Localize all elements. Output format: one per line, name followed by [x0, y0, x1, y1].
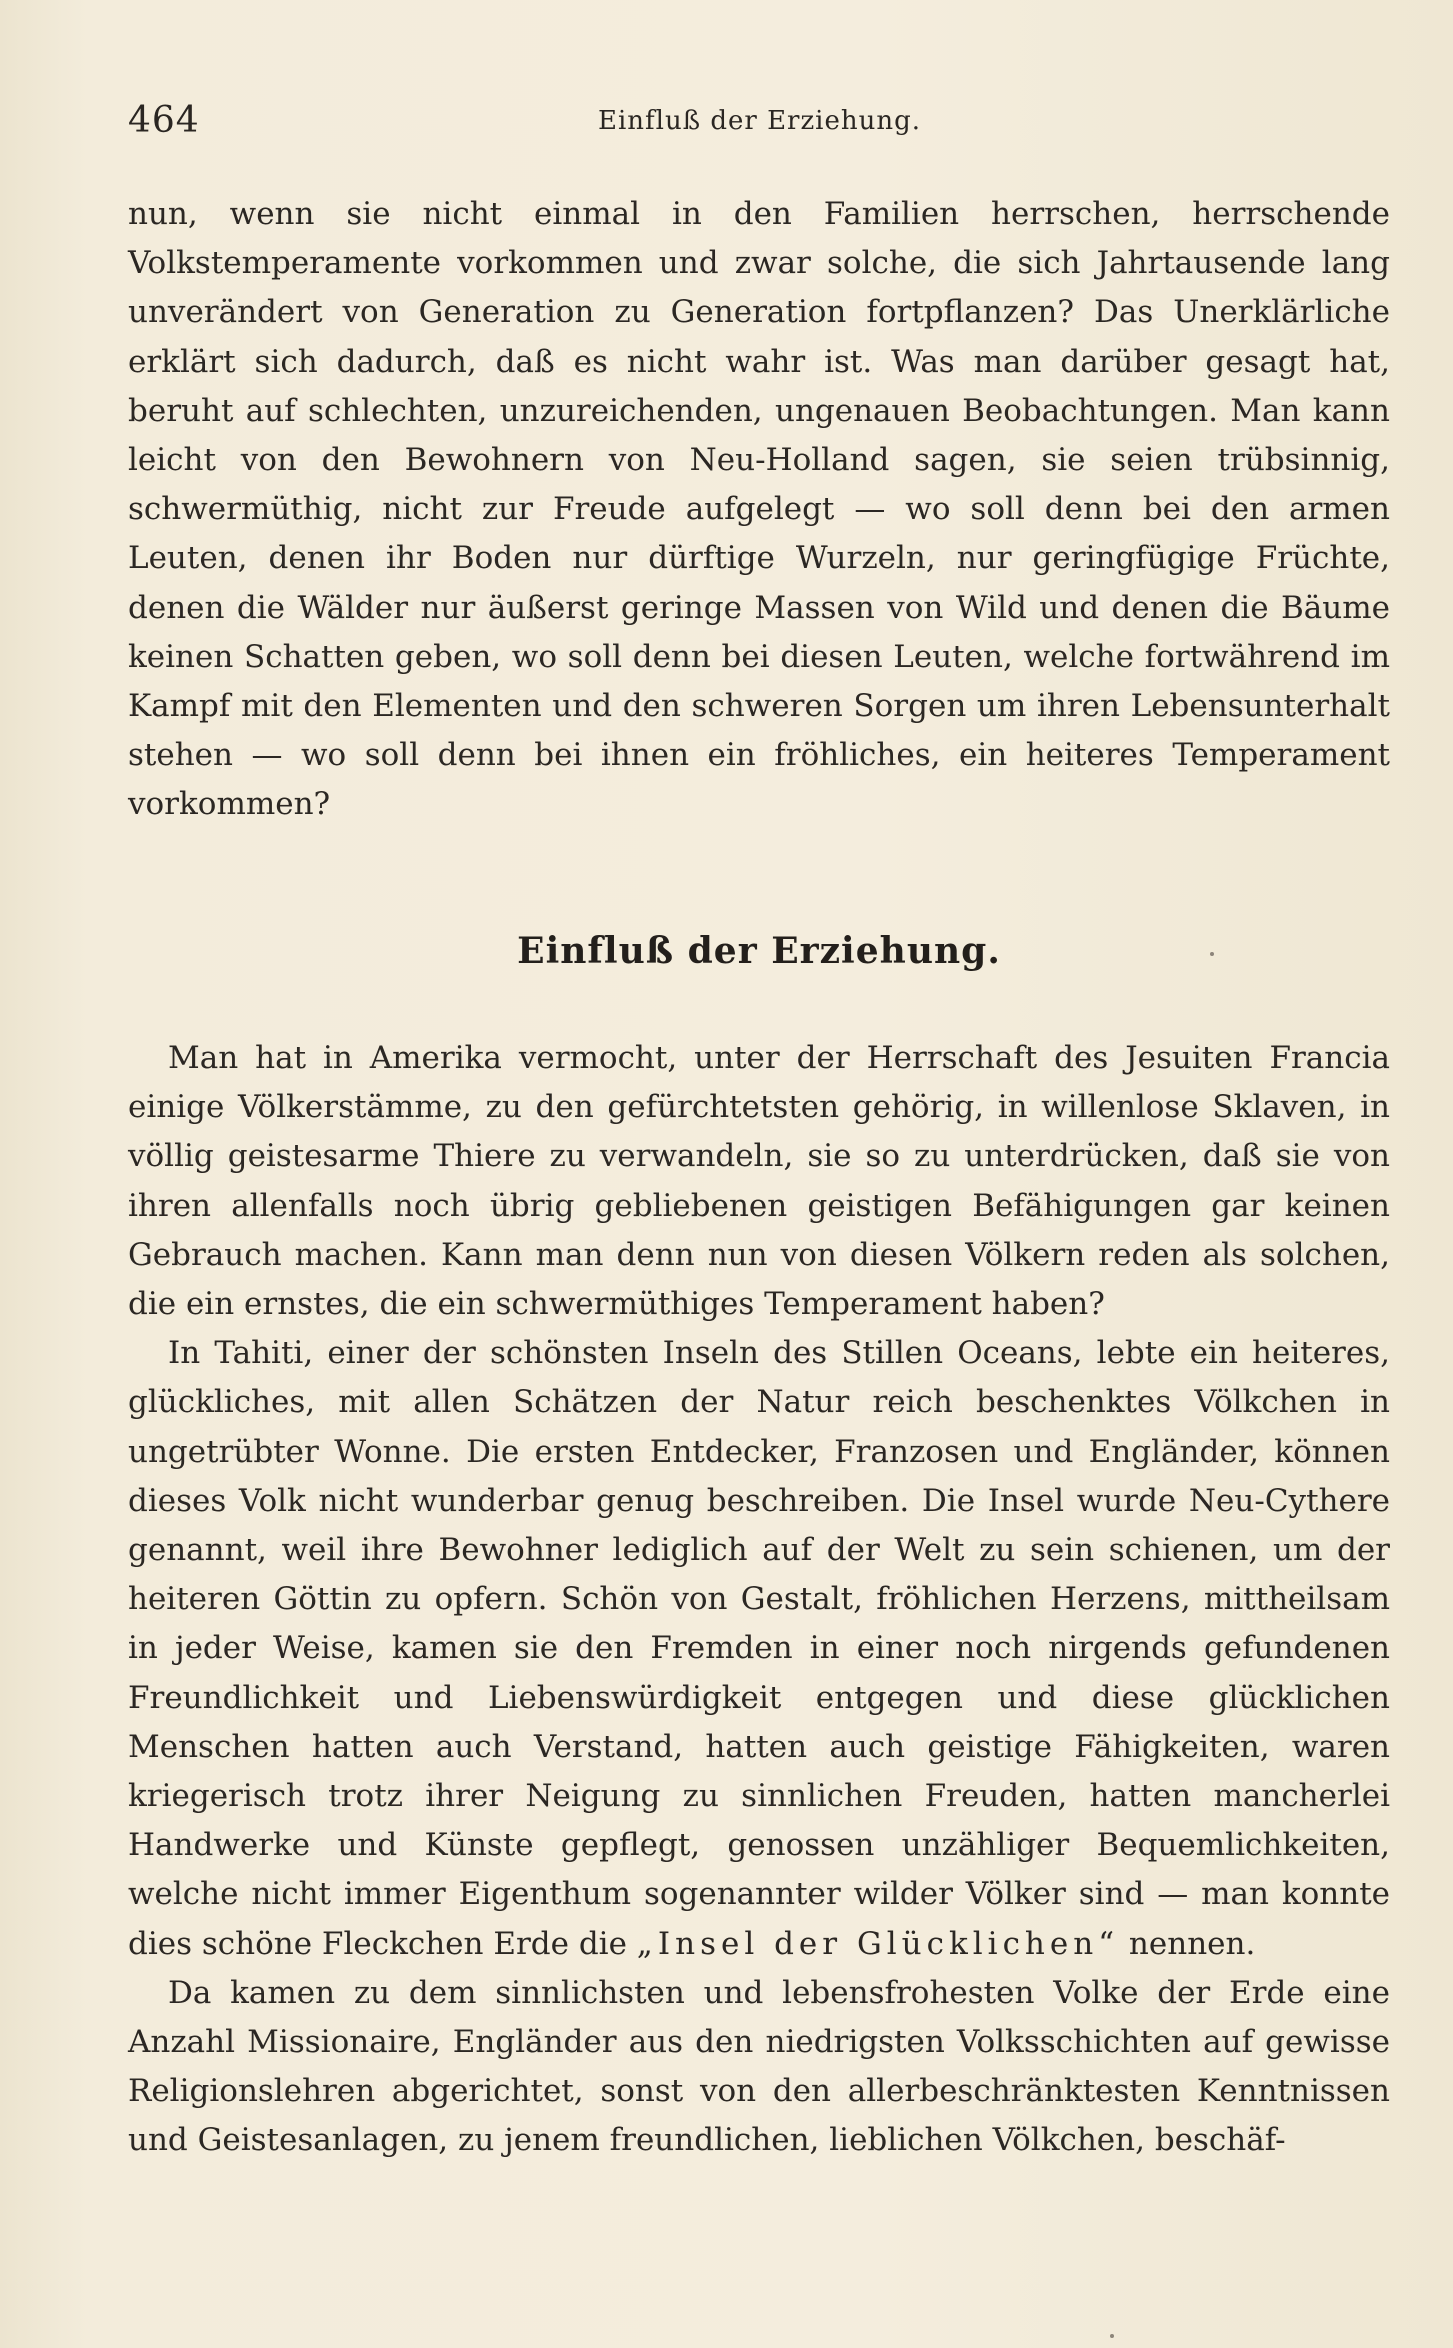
text-block-section: [128, 1034, 1390, 2166]
paragraph-tahiti: [128, 1329, 1390, 1969]
paragraph-francia: Man hat in Amerika vermocht, unter der Herrschaft des Jesuiten Francia einige Völkerstämme, zu den gefürchtetsten gehörig, in willenlose Sklaven, in völlig geistesarme Thiere zu verwandeln, sie so zu unterdrücken, daß sie von ihren allenfalls noch übrig gebliebenen geistigen Befähigungen gar keinen Gebrauch machen. Kann man denn nun von diesen Völkern reden als solchen, die ein ernstes, die ein schwermüthiges Temperament haben?: [128, 1040, 1390, 1323]
paragraph-tahiti-end: nennen.: [1119, 1925, 1256, 1962]
page-number: 464: [128, 100, 200, 141]
text-block-top: [128, 190, 1390, 830]
paper-speck: [1210, 952, 1214, 956]
running-head: Einfluß der Erziehung.: [598, 106, 922, 136]
paragraph-continuation: nun, wenn sie nicht einmal in den Familien herrschen, herrschende Volkstemperamente vorkommen und zwar solche, die sich Jahrtausende lang unverändert von Generation zu Generation fortpflanzen? Das Unerklärliche erklärt sich dadurch, daß es nicht wahr ist. Was man darüber gesagt hat, beruht auf schlechten, unzureichenden, ungenauen Beobachtungen. Man kann leicht von den Bewohnern von Neu-Holland sagen, sie seien trübsinnig, schwermüthig, nicht zur Freude aufgelegt — wo soll denn bei den armen Leuten, denen ihr Boden nur dürftige Wurzeln, nur geringfügige Früchte, denen die Wälder nur äußerst geringe Massen von Wild und denen die Bäume keinen Schatten geben, wo soll denn bei diesen Leuten, welche fortwährend im Kampf mit den Elementen und den schweren Sorgen um ihren Lebensunterhalt stehen — wo soll denn bei ihnen ein fröhliches, ein heiteres Temperament vorkommen?: [128, 196, 1390, 823]
emphasized-phrase: „Insel der Glücklichen“: [636, 1925, 1120, 1962]
paper-speck: [1110, 2334, 1114, 2338]
section-heading: Einfluß der Erziehung.: [517, 930, 1001, 972]
paragraph-tahiti-text: In Tahiti, einer der schönsten Inseln des Stillen Oceans, lebte ein heiteres, glückliches, mit allen Schätzen der Natur reich beschenktes Völkchen in ungetrübter Wonne. Die ersten Entdecker, Franzosen und Engländer, können dieses Volk nicht wunderbar genug beschreiben. Die Insel wurde Neu-Cythere genannt, weil ihre Bewohner lediglich auf der Welt zu sein schienen, um der heiteren Göttin zu opfern. Schön von Gestalt, fröhlichen Herzens, mittheilsam in jeder Weise, kamen sie den Fremden in einer noch nirgends gefundenen Freundlichkeit und Liebenswürdigkeit entgegen und diese glücklichen Menschen hatten auch Verstand, hatten auch geistige Fähigkeiten, waren kriegerisch trotz ihrer Neigung zu sinnlichen Freuden, hatten mancherlei Handwerke und Künste gepflegt, genossen unzähliger Bequemlichkeiten, welche nicht immer Eigenthum sogenannter wilder Völker sind — man konnte dies schöne Fleckchen Erde die: [128, 1335, 1390, 1962]
paragraph-missionaries: Da kamen zu dem sinnlichsten und lebensfrohesten Volke der Erde eine Anzahl Missionaire, Engländer aus den niedrigsten Volksschichten auf gewisse Religionslehren abgerichtet, sonst von den allerbeschränktesten Kenntnissen und Geistesanlagen, zu jenem freundlichen, lieblichen Völkchen, beschäf-: [128, 1974, 1390, 2159]
page-header: [128, 100, 1388, 152]
